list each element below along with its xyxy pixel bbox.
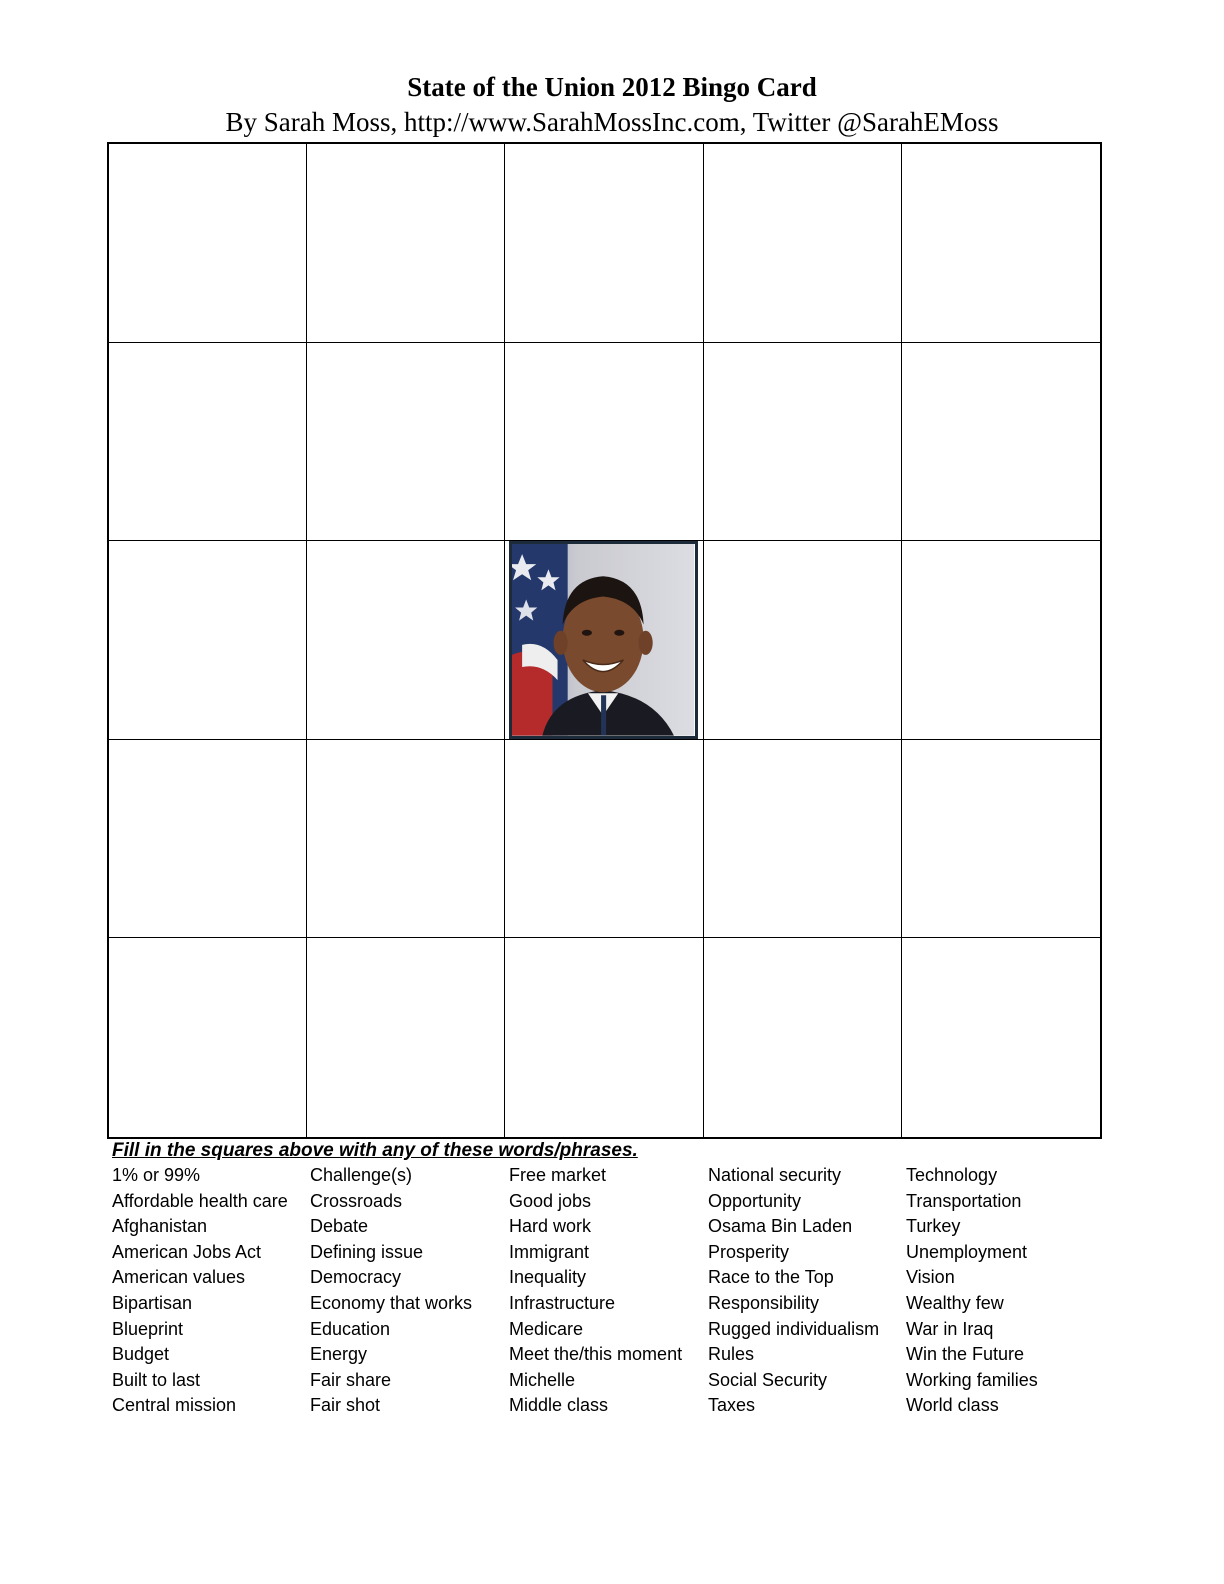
word-item: Afghanistan bbox=[112, 1216, 208, 1237]
word-item: Fair share bbox=[310, 1369, 392, 1390]
bingo-square[interactable] bbox=[109, 343, 307, 542]
word-item: Michelle bbox=[509, 1369, 576, 1390]
bingo-square[interactable] bbox=[505, 343, 703, 542]
word-item: Turkey bbox=[906, 1216, 961, 1237]
word-item: Medicare bbox=[509, 1318, 584, 1339]
card-title: State of the Union 2012 Bingo Card bbox=[407, 72, 817, 102]
bingo-grid bbox=[107, 142, 1102, 1139]
word-item: Social Security bbox=[708, 1369, 828, 1390]
word-item: Affordable health care bbox=[112, 1190, 288, 1211]
author-byline: By Sarah Moss, http://www.SarahMossInc.com, Twitter @SarahEMoss bbox=[225, 107, 999, 137]
word-item: Budget bbox=[112, 1344, 170, 1365]
word-item: Vision bbox=[906, 1267, 955, 1288]
word-item: Blueprint bbox=[112, 1318, 184, 1339]
word-item: Education bbox=[310, 1318, 391, 1339]
bingo-free-square[interactable] bbox=[505, 541, 703, 740]
bingo-square[interactable] bbox=[505, 144, 703, 343]
word-item: Working families bbox=[906, 1369, 1038, 1390]
word-item: Taxes bbox=[708, 1395, 756, 1416]
word-item: Responsibility bbox=[708, 1292, 820, 1313]
bingo-square[interactable] bbox=[109, 144, 307, 343]
bingo-square[interactable] bbox=[902, 343, 1100, 542]
word-item: 1% or 99% bbox=[112, 1165, 201, 1185]
bingo-square[interactable] bbox=[109, 740, 307, 939]
word-column bbox=[708, 1163, 879, 1419]
bingo-square[interactable] bbox=[704, 343, 902, 542]
bingo-square[interactable] bbox=[505, 938, 703, 1137]
word-item: Central mission bbox=[112, 1395, 237, 1416]
word-item: Democracy bbox=[310, 1267, 402, 1288]
word-column bbox=[509, 1163, 682, 1419]
bingo-square[interactable] bbox=[307, 343, 505, 542]
instructions-text: Fill in the squares above with any of these words/phrases. bbox=[112, 1140, 638, 1161]
word-item: Opportunity bbox=[708, 1190, 802, 1211]
bingo-square[interactable] bbox=[902, 740, 1100, 939]
word-item: Defining issue bbox=[310, 1241, 424, 1262]
word-item: Inequality bbox=[509, 1267, 587, 1288]
word-item: Win the Future bbox=[906, 1344, 1025, 1365]
bingo-square[interactable] bbox=[307, 144, 505, 343]
bingo-square[interactable] bbox=[704, 144, 902, 343]
word-item: Osama Bin Laden bbox=[708, 1216, 853, 1237]
word-item: World class bbox=[906, 1395, 999, 1416]
bingo-square[interactable] bbox=[307, 740, 505, 939]
word-item: War in Iraq bbox=[906, 1318, 994, 1339]
word-column bbox=[112, 1163, 288, 1419]
bingo-square[interactable] bbox=[109, 938, 307, 1137]
word-item: Economy that works bbox=[310, 1292, 473, 1313]
word-item: American Jobs Act bbox=[112, 1241, 262, 1262]
word-item: Free market bbox=[509, 1165, 607, 1185]
bingo-square[interactable] bbox=[902, 541, 1100, 740]
bingo-square[interactable] bbox=[704, 938, 902, 1137]
bingo-square[interactable] bbox=[704, 740, 902, 939]
word-item: Race to the Top bbox=[708, 1267, 834, 1288]
word-item: Unemployment bbox=[906, 1241, 1028, 1262]
word-item: Good jobs bbox=[509, 1190, 592, 1211]
bingo-square[interactable] bbox=[307, 541, 505, 740]
word-item: Prosperity bbox=[708, 1241, 790, 1262]
bingo-square[interactable] bbox=[902, 144, 1100, 343]
word-item: Rules bbox=[708, 1344, 755, 1365]
word-item: Fair shot bbox=[310, 1395, 381, 1416]
word-item: Built to last bbox=[112, 1369, 201, 1390]
word-item: Rugged individualism bbox=[708, 1318, 880, 1339]
word-item: Technology bbox=[906, 1165, 998, 1185]
word-item: Wealthy few bbox=[906, 1292, 1004, 1313]
word-item: Transportation bbox=[906, 1190, 1022, 1211]
bingo-square[interactable] bbox=[902, 938, 1100, 1137]
bingo-square[interactable] bbox=[704, 541, 902, 740]
president-portrait-image bbox=[509, 541, 697, 739]
word-item: National security bbox=[708, 1165, 842, 1185]
word-item: Hard work bbox=[509, 1216, 592, 1237]
word-column bbox=[906, 1163, 1038, 1419]
word-item: Energy bbox=[310, 1344, 368, 1365]
bingo-square[interactable] bbox=[109, 541, 307, 740]
word-item: Bipartisan bbox=[112, 1292, 193, 1313]
word-item: Middle class bbox=[509, 1395, 609, 1416]
word-item: Immigrant bbox=[509, 1241, 590, 1262]
word-item: Meet the/this moment bbox=[509, 1344, 683, 1365]
word-item: Debate bbox=[310, 1216, 369, 1237]
word-item: Crossroads bbox=[310, 1190, 403, 1211]
bingo-square[interactable] bbox=[307, 938, 505, 1137]
word-item: Challenge(s) bbox=[310, 1165, 413, 1185]
word-item: American values bbox=[112, 1267, 246, 1288]
bingo-square[interactable] bbox=[505, 740, 703, 939]
word-item: Infrastructure bbox=[509, 1292, 616, 1313]
word-column bbox=[310, 1163, 472, 1419]
